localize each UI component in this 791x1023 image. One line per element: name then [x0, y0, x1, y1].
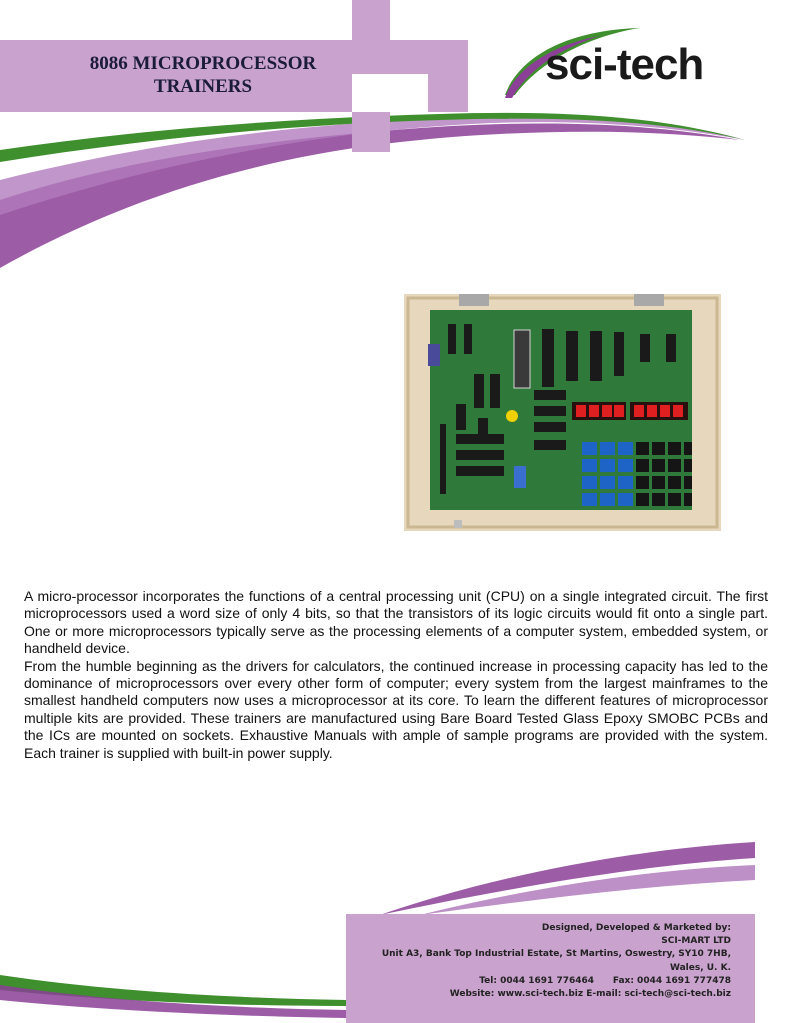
- footer-phone-fax: Tel: 0044 1691 776464 Fax: 0044 1691 777478: [479, 975, 731, 986]
- footer-credit: Designed, Developed & Marketed by:: [541, 923, 731, 933]
- footer-web-email: Website: www.sci-tech.biz E-mail: sci-tech@sci-tech.biz: [449, 989, 731, 1000]
- page-title: [40, 52, 366, 98]
- trainer-board-photo: [404, 294, 721, 531]
- footer-country: Wales, U. K.: [669, 962, 731, 973]
- footer-address: Unit A3, Bank Top Industrial Estate, St Martins, Oswestry, SY10 7HB,: [381, 949, 731, 960]
- footer-contact-box: [346, 914, 755, 1023]
- header-tab-top: [352, 0, 390, 40]
- body-text: [24, 588, 768, 762]
- sci-tech-logo: sci-tech: [545, 40, 704, 89]
- title-line-2: TRAINERS: [153, 76, 253, 97]
- title-line-1: 8086 MICROPROCESSOR: [89, 53, 317, 74]
- header-tab-bottom: [352, 112, 390, 152]
- paragraph-details: From the humble beginning as the drivers for calculators, the continued increase in processing capacity has led to the dominance of microprocessors over every other form of computer; every system from the largest mainframes to the smallest handheld computers now uses a microprocessor at its core. To learn the different features of microprocessor multiple kits are provided. These trainers are manufactured using Bare Board Tested Glass Epoxy SMOBC PCBs and the ICs are mounted on sockets. Exhaustive Manuals with ample of sample programs are provided with the system. Each trainer is supplied with built-in power supply.: [24, 657, 768, 761]
- footer-contact-lines: [382, 922, 731, 1001]
- paragraph-intro: A micro-processor incorporates the functions of a central processing unit (CPU) on a single integrated circuit. The first microprocessors used a word size of only 4 bits, so that the transistors of its logic circuits would fit onto a single part. One or more microprocessors typically serve as the processing elements of a computer system, embedded system, or handheld device.: [24, 588, 768, 657]
- footer-company: SCI-MART LTD: [661, 936, 731, 947]
